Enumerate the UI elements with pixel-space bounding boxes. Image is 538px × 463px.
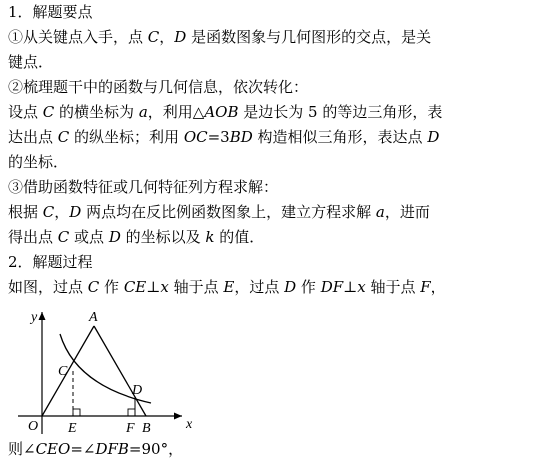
math-symbol: D <box>284 278 297 296</box>
text-line <box>8 75 308 99</box>
text-line <box>8 275 446 299</box>
text-run: 的纵坐标；利用 <box>69 128 184 146</box>
geometry-figure <box>0 304 200 439</box>
text-run: 或点 <box>69 228 109 246</box>
text-run: ②梳理题干中的函数与几何信息，依次转化： <box>8 78 309 96</box>
math-symbol: D <box>69 203 82 221</box>
text-line <box>8 200 430 224</box>
math-symbol: D <box>174 28 187 46</box>
math-symbol: E <box>223 278 235 296</box>
label-C: C <box>58 364 68 379</box>
text-run: ，利用△ <box>147 103 205 121</box>
text-run: 键点． <box>8 53 54 71</box>
math-symbol: C <box>57 228 70 246</box>
text-line <box>8 50 53 74</box>
text-run: =∠ <box>70 440 96 458</box>
label-F: F <box>126 421 135 436</box>
text-line <box>8 250 93 274</box>
text-run: =3 <box>207 128 230 146</box>
text-run: 构造相似三角形，表达点 <box>252 128 428 146</box>
text-line <box>8 25 431 49</box>
math-symbol: DFB <box>95 440 129 458</box>
text-run: ③借助函数特征或几何特征列方程求解： <box>8 178 279 196</box>
text-run: =90°， <box>128 440 184 458</box>
math-symbol: F <box>420 278 431 296</box>
text-run: 1．解题要点 <box>8 3 93 21</box>
text-run: 作 <box>296 278 321 296</box>
label-B: B <box>142 421 151 436</box>
label-E: E <box>68 421 77 436</box>
figure-svg <box>0 304 200 439</box>
text-run: ， <box>54 203 70 221</box>
math-symbol: k <box>205 228 215 246</box>
text-line <box>8 100 442 124</box>
text-run: ①从关键点入手，点 <box>8 28 148 46</box>
math-symbol: AOB <box>204 103 239 121</box>
text-run: 的值． <box>214 228 265 246</box>
math-symbol: C <box>57 128 70 146</box>
math-symbol: C <box>87 278 100 296</box>
text-run: ，过点 <box>234 278 285 296</box>
math-symbol: a <box>138 103 148 121</box>
segment-OA <box>42 326 94 416</box>
text-run: 是边长为 5 的等边三角形，表 <box>238 103 443 121</box>
math-symbol: x <box>357 278 366 296</box>
text-run: ⊥ <box>146 278 161 296</box>
math-symbol: CEO <box>35 440 71 458</box>
text-run: 如图，过点 <box>8 278 88 296</box>
text-line <box>8 175 278 199</box>
math-symbol: DF <box>320 278 344 296</box>
text-run: 的坐标以及 <box>120 228 206 246</box>
right-angle-mark-E <box>73 409 80 416</box>
text-run: 作 <box>99 278 124 296</box>
text-run: 轴于点 <box>365 278 421 296</box>
math-symbol: OC <box>183 128 208 146</box>
math-symbol: C <box>147 28 160 46</box>
text-run: 两点均在反比例函数图象上，建立方程求解 <box>81 203 376 221</box>
label-x: x <box>186 417 193 432</box>
label-y: y <box>31 310 38 325</box>
text-run: ， <box>159 28 175 46</box>
text-run: 的坐标． <box>8 153 69 171</box>
text-run: ， <box>430 278 446 296</box>
text-run: 根据 <box>8 203 43 221</box>
math-symbol: x <box>160 278 169 296</box>
text-run: 得出点 <box>8 228 58 246</box>
text-run: 2．解题过程 <box>8 253 93 271</box>
label-O: O <box>28 419 39 434</box>
x-axis-arrow-icon <box>174 413 182 420</box>
text-run: 达出点 <box>8 128 58 146</box>
text-line <box>8 225 264 249</box>
text-run: 的横坐标为 <box>54 103 139 121</box>
math-symbol: D <box>108 228 121 246</box>
y-axis-arrow-icon <box>39 312 46 320</box>
math-symbol: CE <box>123 278 147 296</box>
text-line <box>8 0 93 24</box>
segment-AB <box>94 326 146 416</box>
math-symbol: C <box>42 103 55 121</box>
text-run: 轴于点 <box>168 278 224 296</box>
label-A: A <box>89 310 98 325</box>
right-angle-mark-F <box>128 409 135 416</box>
text-run: ⊥ <box>343 278 358 296</box>
math-symbol: C <box>42 203 55 221</box>
math-symbol: BD <box>229 128 253 146</box>
text-line <box>8 125 439 149</box>
math-symbol: a <box>375 203 385 221</box>
text-line <box>8 150 68 174</box>
label-D: D <box>132 383 143 398</box>
text-run: 是函数图象与几何图形的交点，是关 <box>186 28 432 46</box>
text-run: 则∠ <box>8 440 36 458</box>
text-line <box>8 437 183 461</box>
text-run: 设点 <box>8 103 43 121</box>
text-run: ，进而 <box>384 203 430 221</box>
math-symbol: D <box>427 128 440 146</box>
